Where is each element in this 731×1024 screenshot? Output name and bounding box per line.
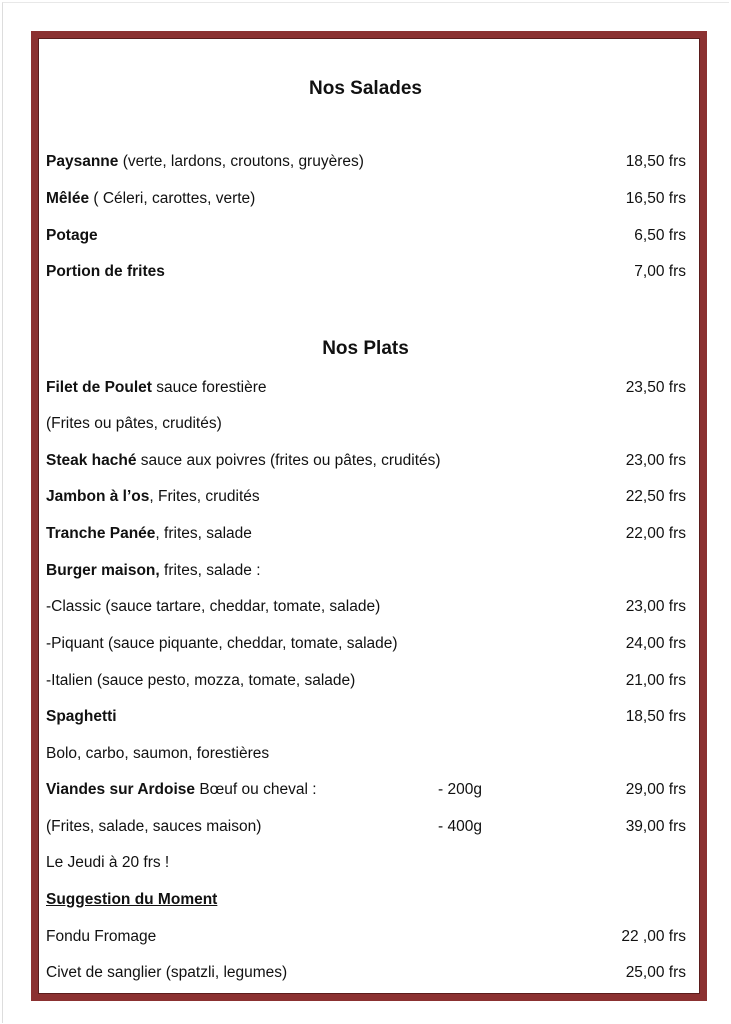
- item-description: Bolo, carbo, saumon, forestières: [46, 745, 270, 762]
- item-price: 39,00 frs: [625, 818, 686, 835]
- item-description: , Frites, crudités: [149, 488, 260, 505]
- item-description: Civet de sanglier (spatzli, legumes): [46, 964, 288, 981]
- menu-item: [46, 633, 696, 655]
- menu-item: [46, 926, 696, 948]
- menu-item: [46, 413, 696, 435]
- item-description: Le Jeudi à 20 frs !: [46, 854, 170, 871]
- item-description: sauce aux poivres (frites ou pâtes, crudités): [136, 452, 441, 469]
- menu-item: [46, 450, 696, 472]
- item-price: 25,00 frs: [625, 964, 686, 981]
- menu-item: [46, 596, 696, 618]
- menu-item: [46, 523, 696, 545]
- item-description: Fondu Fromage: [46, 928, 157, 945]
- item-weight: - 200g: [438, 781, 482, 798]
- item-description: (Frites, salade, sauces maison): [46, 818, 262, 835]
- item-description: -Classic (sauce tartare, cheddar, tomate, salade): [46, 598, 381, 615]
- item-description: Bœuf ou cheval :: [195, 781, 317, 798]
- item-price: 18,50 frs: [625, 153, 686, 170]
- item-price: 23,50 frs: [625, 379, 686, 396]
- item-description: , frites, salade: [155, 525, 252, 542]
- menu-item: [46, 670, 696, 692]
- item-price: 23,00 frs: [625, 452, 686, 469]
- menu-item: [46, 261, 696, 283]
- item-description: (verte, lardons, croutons, gruyères): [118, 153, 364, 170]
- subsection-heading: Suggestion du Moment: [46, 891, 218, 908]
- item-price: 22 ,00 frs: [621, 928, 686, 945]
- item-name: Viandes sur Ardoise: [46, 781, 196, 798]
- menu-item: [46, 151, 696, 173]
- section-title-salades: Nos Salades: [309, 78, 422, 99]
- menu-item: [46, 962, 696, 984]
- item-price: 24,00 frs: [625, 635, 686, 652]
- menu-item: [46, 852, 696, 874]
- menu-item: [46, 560, 696, 582]
- menu-item: [46, 188, 696, 210]
- item-weight: - 400g: [438, 818, 482, 835]
- menu-item: [46, 706, 696, 728]
- item-price: 18,50 frs: [625, 708, 686, 725]
- item-price: 6,50 frs: [634, 227, 686, 244]
- item-name: Burger maison,: [46, 562, 160, 579]
- item-name: Mêlée: [46, 190, 90, 207]
- item-name: Filet de Poulet: [46, 379, 152, 396]
- item-description: (Frites ou pâtes, crudités): [46, 415, 222, 432]
- menu-item: [46, 816, 696, 838]
- item-name: Paysanne: [46, 153, 119, 170]
- menu-item: [46, 225, 696, 247]
- item-price: 7,00 frs: [634, 263, 686, 280]
- item-name: Tranche Panée: [46, 525, 156, 542]
- item-name: Steak haché: [46, 452, 137, 469]
- item-price: 29,00 frs: [625, 781, 686, 798]
- item-name: Spaghetti: [46, 708, 117, 725]
- menu-item: [46, 486, 696, 508]
- menu-item: [46, 889, 696, 911]
- menu-item: [46, 377, 696, 399]
- item-price: 21,00 frs: [625, 672, 686, 689]
- item-description: sauce forestière: [151, 379, 267, 396]
- item-price: 22,00 frs: [625, 525, 686, 542]
- item-description: frites, salade :: [159, 562, 261, 579]
- menu-item: [46, 743, 696, 765]
- item-description: -Piquant (sauce piquante, cheddar, tomate, salade): [46, 635, 398, 652]
- item-name: Potage: [46, 227, 98, 244]
- item-price: 22,50 frs: [625, 488, 686, 505]
- item-description: -Italien (sauce pesto, mozza, tomate, salade): [46, 672, 356, 689]
- menu-item: [46, 779, 696, 801]
- item-price: 16,50 frs: [625, 190, 686, 207]
- item-name: Jambon à l’os: [46, 488, 150, 505]
- section-title-plats: Nos Plats: [322, 338, 409, 359]
- item-description: ( Céleri, carottes, verte): [89, 190, 256, 207]
- item-price: 23,00 frs: [625, 598, 686, 615]
- item-name: Portion de frites: [46, 263, 165, 280]
